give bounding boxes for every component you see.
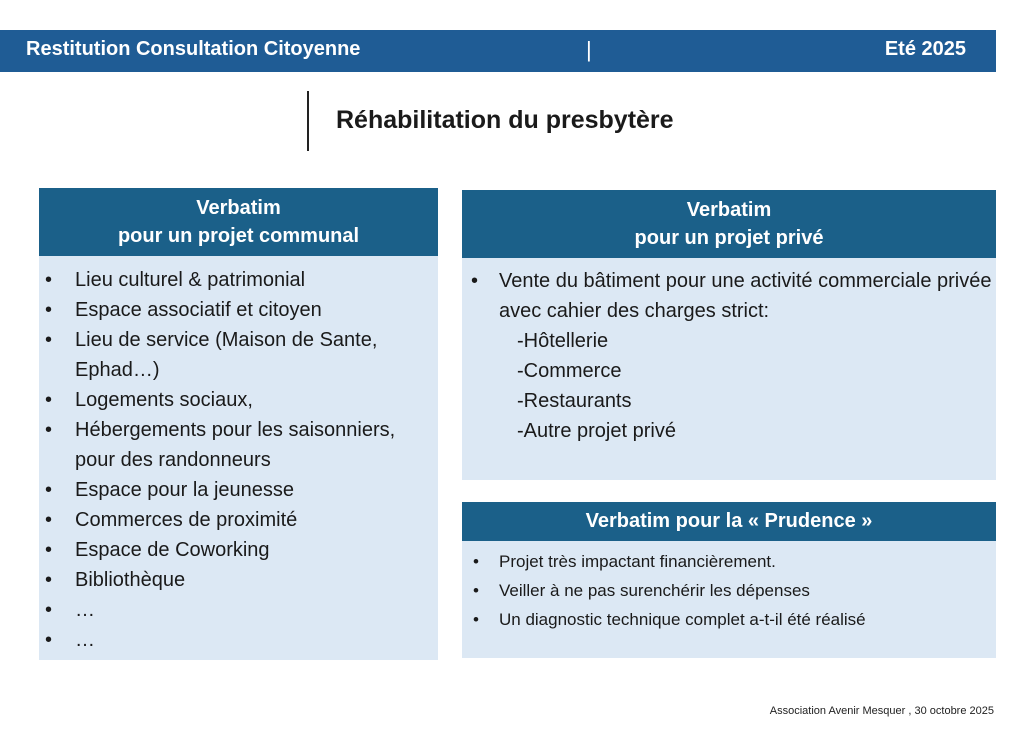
communal-list	[39, 256, 438, 655]
panel-prive-heading-line2: pour un projet privé	[634, 227, 824, 249]
prive-subitem: -Hôtellerie	[517, 330, 609, 352]
panel-communal-heading-line1: Verbatim	[196, 197, 281, 219]
header-season: Eté 2025	[884, 38, 966, 60]
prudence-list	[462, 541, 996, 634]
page-title: Réhabilitation du presbytère	[336, 106, 674, 134]
footer-credit: Association Avenir Mesquer , 30 octobre 2025	[769, 705, 994, 717]
list-item: • Veiller à ne pas surenchérir les dépenses	[499, 576, 996, 605]
prive-list	[462, 258, 996, 446]
list-item: • Espace de Coworking	[75, 535, 438, 565]
panel-prive-heading-line1: Verbatim	[686, 199, 772, 221]
panel-prive	[462, 190, 996, 480]
header-title: Restitution Consultation Citoyenne	[26, 38, 361, 60]
prive-subitem: -Commerce	[517, 360, 622, 382]
list-item: • Bibliothèque	[75, 565, 438, 595]
header-separator: |	[586, 37, 592, 62]
panel-prudence	[462, 502, 996, 658]
title-divider	[307, 91, 309, 151]
list-item: • Commerces de proximité	[75, 505, 438, 535]
list-item: • Logements sociaux,	[75, 385, 438, 415]
header-bar	[0, 30, 996, 72]
panel-communal	[39, 188, 438, 660]
prive-subitem: -Restaurants	[517, 390, 632, 412]
panel-prive-heading	[462, 190, 996, 258]
list-item: • Hébergements pour les saisonniers, pour des randonneurs	[75, 415, 438, 475]
list-item: • Espace pour la jeunesse	[75, 475, 438, 505]
list-item: • Un diagnostic technique complet a-t-il été réalisé	[499, 605, 996, 634]
panel-prudence-heading: Verbatim pour la « Prudence »	[462, 502, 996, 541]
panel-communal-heading-line2: pour un projet communal	[117, 225, 360, 247]
prive-subitem: -Autre projet privé	[517, 420, 676, 442]
prive-main-item: Vente du bâtiment pour une activité commerciale privée avec cahier des charges strict:	[499, 270, 992, 322]
list-item	[499, 266, 996, 446]
list-item: • Espace associatif et citoyen	[75, 295, 438, 325]
list-item: • Projet très impactant financièrement.	[499, 547, 996, 576]
list-item: • …	[75, 625, 438, 655]
list-item: • Lieu culturel & patrimonial	[75, 265, 438, 295]
list-item: • …	[75, 595, 438, 625]
panel-communal-heading	[39, 188, 438, 256]
list-item: • Lieu de service (Maison de Sante, Ephad…)	[75, 325, 438, 385]
